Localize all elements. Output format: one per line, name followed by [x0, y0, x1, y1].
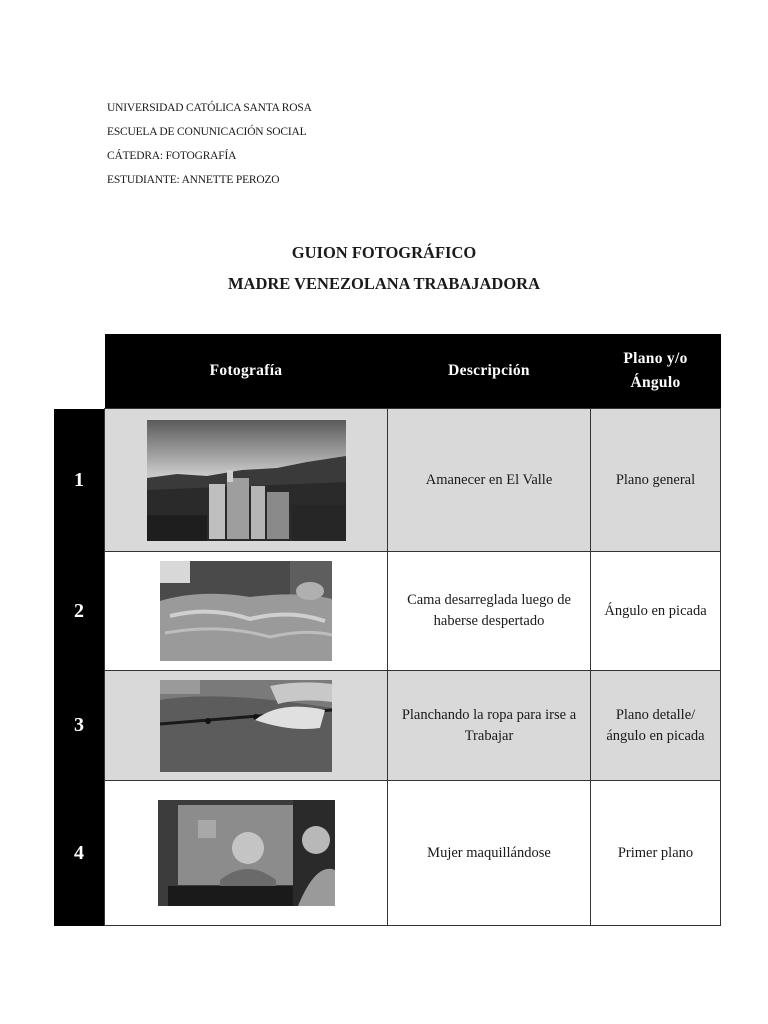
photo-cell: [105, 409, 388, 552]
shot-cell: [591, 671, 721, 781]
title-line-1: GUION FOTOGRÁFICO: [291, 243, 477, 262]
table-header-row: [54, 334, 721, 409]
woman-makeup-photo: [158, 800, 335, 906]
row-number: 3: [54, 671, 105, 781]
photo-script-table: [54, 334, 721, 926]
photo-cell: [105, 671, 388, 781]
row-number: 4: [54, 781, 105, 926]
photo-cell: [105, 552, 388, 671]
table-row: [54, 781, 721, 926]
header-school: ESCUELA DE CONUNICACIÓN SOCIAL: [107, 126, 307, 138]
header-student: ESTUDIANTE: ANNETTE PEROZO: [107, 174, 280, 186]
column-header-shot-label: Plano y/o Ángulo: [623, 350, 688, 391]
description-cell: Amanecer en El Valle: [388, 409, 591, 552]
shot-cell: Primer plano: [591, 781, 721, 926]
shot-cell: Plano general: [591, 409, 721, 552]
table-corner: [54, 334, 105, 409]
table-row: [54, 671, 721, 781]
header-university: UNIVERSIDAD CATÓLICA SANTA ROSA: [107, 102, 312, 114]
column-header-description: Descripción: [388, 334, 591, 409]
title-line-2: MADRE VENEZOLANA TRABAJADORA: [227, 274, 540, 293]
column-header-photo: Fotografía: [105, 334, 388, 409]
shot-cell: Ángulo en picada: [591, 552, 721, 671]
column-header-shot: [591, 334, 721, 409]
photo-cell: [105, 781, 388, 926]
description-cell: Cama desarreglada luego de haberse despertado: [388, 552, 591, 671]
row-number: 2: [54, 552, 105, 671]
city-sunrise-photo: [147, 420, 346, 541]
description-cell: Mujer maquillándose: [388, 781, 591, 926]
ironing-clothes-photo: [160, 680, 332, 772]
unmade-bed-photo: [160, 561, 332, 661]
document-header: [107, 96, 312, 192]
description-cell: Planchando la ropa para irse a Trabajar: [388, 671, 591, 781]
shot-cell-label: Plano detalle/ángulo en picada: [606, 706, 705, 744]
document-title-block: [0, 237, 768, 299]
table-row: [54, 552, 721, 671]
header-course: CÁTEDRA: FOTOGRAFÍA: [107, 150, 237, 162]
table-row: [54, 409, 721, 552]
row-number: 1: [54, 409, 105, 552]
